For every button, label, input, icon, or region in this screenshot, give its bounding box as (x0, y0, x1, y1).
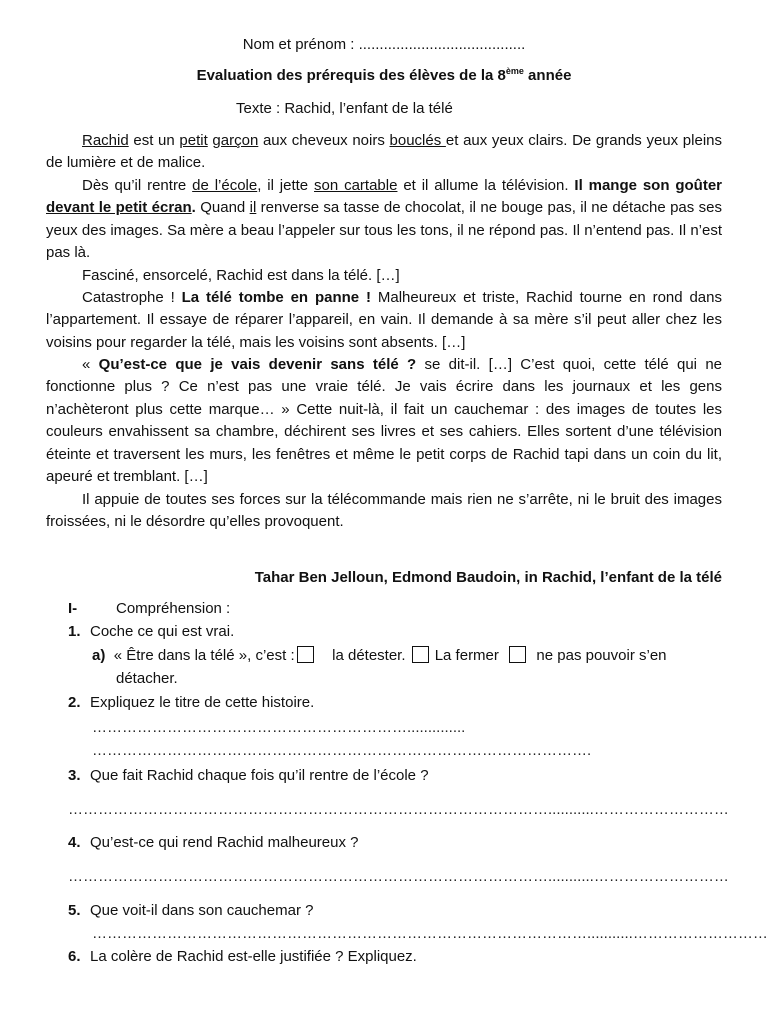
p2-bold-dot: . (191, 199, 196, 217)
paragraph-5 (46, 354, 722, 488)
q1-number: 1. (68, 623, 81, 640)
answer-line-q2-1[interactable]: ……………………………………………………….............. (92, 719, 466, 736)
p5-text-c: se dit-il. […] C’est quoi, cette télé qui ne fonctionne plus ? Ce n’est pas une vraie télé. Je vais écrire dans les journaux et les gens n’achèteront plus cette marque… » Cette nuit-là, il fait un cauchemar : des images de toutes les couleurs envahissent sa chambre, déchirent ses livres et ses cahiers. Elles sortent d’une télévision éteinte et traversent les murs, les fenêtres et même le petit corps de Rachid tapi dans un coin du lit, apeuré et tremblant. […] (46, 356, 722, 486)
q6-number: 6. (68, 948, 81, 965)
question-1a (92, 645, 667, 667)
text-subtitle: Texte : Rachid, l’enfant de la télé (236, 100, 453, 117)
paragraph-1 (46, 130, 722, 175)
q3-text: Que fait Rachid chaque fois qu’il rentre de l’école ? (90, 767, 429, 784)
p2-text-c: , il jette (257, 177, 315, 194)
title-main: Evaluation des prérequis des élèves de la 8 (196, 67, 506, 84)
answer-line-q4[interactable]: ……………………………………………………………………………………...........……………………… (68, 868, 729, 885)
p2-text-e: et il allume la télévision. (397, 177, 575, 194)
p2-text-a: Dès qu’il rentre (82, 177, 193, 194)
p1-text-f: aux cheveux noirs (258, 132, 390, 149)
p5-quote-open: « (82, 356, 99, 373)
p2-de-lecole: de l’école (192, 177, 258, 194)
q1a-text: « Être dans la télé », c’est : (113, 647, 295, 664)
p2-bold-gouter: Il mange son goûter (574, 177, 723, 194)
p2-text-i: Quand (195, 199, 250, 217)
option-2-checkbox[interactable] (412, 646, 429, 663)
title-superscript: ème (505, 66, 524, 76)
source-attribution: Tahar Ben Jelloun, Edmond Baudoin, in Rachid, l’enfant de la télé (254, 569, 722, 586)
q4-number: 4. (68, 834, 81, 851)
option-3-continuation: détacher. (116, 670, 178, 687)
q1a-label: a) (92, 647, 106, 664)
p1-text-b: est un (128, 132, 180, 149)
paragraph-3: Fasciné, ensorcelé, Rachid est dans la télé. […] (82, 267, 400, 284)
option-3-checkbox[interactable] (509, 646, 526, 663)
p1-text-h: et aux yeux clairs. De grands yeux pleins de lumière et de malice. (46, 132, 722, 172)
p1-rachid: Rachid (82, 132, 129, 149)
q4-text: Qu’est-ce qui rend Rachid malheureux ? (90, 834, 359, 851)
worksheet-title (0, 65, 768, 87)
paragraph-6: Il appuie de toutes ses forces sur la télécommande mais rien ne s’arrête, ni le bruit des images froissées, ni le désordre qu’elles provoquent. (46, 491, 722, 531)
p5-bold-question: Qu’est-ce que je vais devenir sans télé ? (98, 356, 417, 373)
p4-bold-panne: La télé tombe en panne ! (181, 289, 372, 306)
option-1-label: la détester. (332, 647, 406, 664)
p2-devant-ecran: devant le petit écran (46, 199, 192, 217)
name-field-line: Nom et prénom : ........................................ (242, 36, 526, 53)
paragraph-2 (46, 175, 722, 265)
option-1-checkbox[interactable] (297, 646, 314, 663)
question-4 (68, 832, 358, 854)
answer-line-q5[interactable]: ………………………………………………………………………………………...........……………………… (92, 925, 768, 942)
p1-garcon: garçon (212, 132, 259, 149)
q5-number: 5. (68, 902, 81, 919)
p1-petit: petit (179, 132, 208, 149)
answer-line-q3[interactable]: ……………………………………………………………………………………...........……………………… (68, 801, 729, 818)
p2-text-k: renverse sa tasse de chocolat, il ne bouge pas, il ne détache pas ses yeux des images. Sa mère a beau l’appeler sur tous les tons, il ne répond pas. Il n’entend pas. Il n’est pas là. (46, 199, 722, 262)
option-2-label: La fermer (434, 647, 499, 664)
q5-text: Que voit-il dans son cauchemar ? (90, 902, 314, 919)
title-end: année (523, 67, 572, 84)
question-6 (68, 946, 417, 968)
q2-number: 2. (68, 694, 81, 711)
paragraph-4 (46, 287, 722, 354)
answer-line-q2-2[interactable]: ………………………………………………………………………………………. (92, 742, 592, 759)
q6-text: La colère de Rachid est-elle justifiée ? Expliquez. (90, 948, 417, 965)
p4-text-a: Catastrophe ! (82, 289, 182, 306)
question-5 (68, 900, 313, 922)
question-1 (68, 621, 234, 643)
option-3-label: ne pas pouvoir s’en (536, 647, 667, 664)
section-title: Compréhension : (116, 600, 231, 617)
q3-number: 3. (68, 767, 81, 784)
p4-text-c: Malheureux et triste, Rachid tourne en rond dans l’appartement. Il essaye de réparer l’appareil, en vain. Il demande à sa mère s’il peut aller chez les voisins pour regarder la télé, mais les voisins sont absents. […] (46, 289, 722, 351)
q2-text: Expliquez le titre de cette histoire. (90, 694, 315, 711)
p1-boucles: bouclés (389, 132, 446, 149)
p2-son-cartable: son cartable (314, 177, 398, 194)
section-number: I- (68, 600, 78, 617)
p2-il: il (249, 199, 257, 217)
q1-text: Coche ce qui est vrai. (90, 623, 235, 640)
question-2 (68, 692, 314, 714)
question-3 (68, 765, 429, 787)
